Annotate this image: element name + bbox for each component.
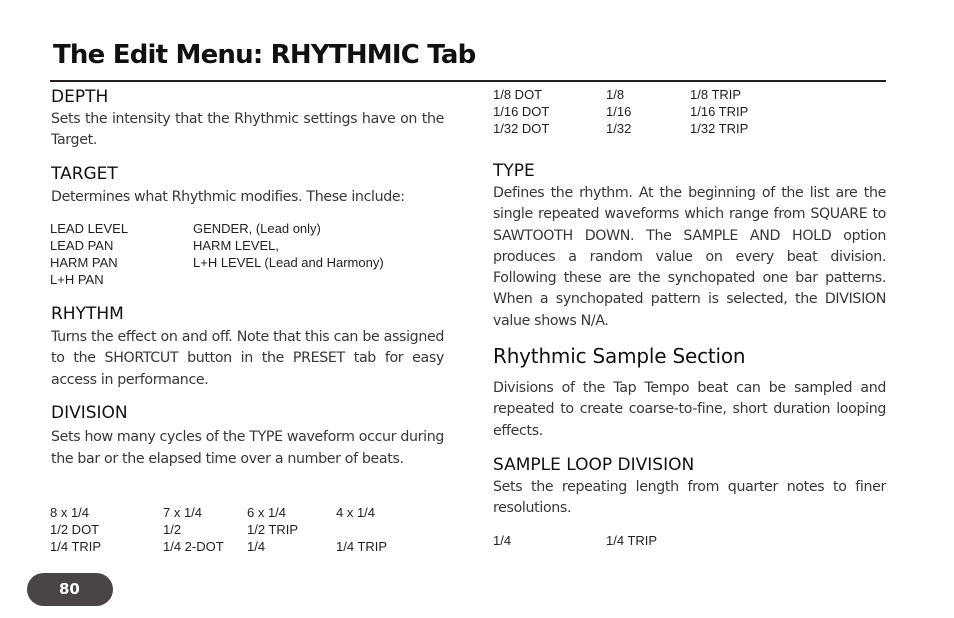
table-row (50, 538, 387, 555)
table-row (493, 86, 748, 103)
table-cell: 1/32 TRIP (690, 121, 749, 136)
table-cell: 1/4 2-DOT (163, 539, 224, 554)
target-heading: TARGET (51, 164, 118, 184)
table-cell: 7 x 1/4 (163, 505, 203, 520)
division-values-table-cont (493, 86, 748, 137)
rhythm-text: Turns the effect on and off. Note that this can be assigned to the SHORTCUT button in the PRESET tab for easy access in performance. (51, 329, 444, 388)
table-cell: GENDER, (Lead only) (193, 221, 321, 236)
table-cell: LEAD LEVEL (50, 221, 129, 236)
table-row (493, 532, 657, 549)
page-title: The Edit Menu: RHYTHMIC Tab (53, 40, 476, 70)
division-text: Sets how many cycles of the TYPE waveform occur during the bar or the elapsed time over a number of beats. (51, 429, 444, 467)
table-row (493, 120, 748, 137)
target-text: Determines what Rhythmic modifies. These include: (51, 189, 405, 205)
table-row (50, 521, 387, 538)
table-cell: 1/8 (606, 87, 625, 102)
table-cell: HARM LEVEL, (193, 238, 279, 253)
target-options-table (50, 220, 384, 288)
table-row (50, 237, 384, 254)
depth-heading: DEPTH (51, 87, 109, 107)
rhythm-heading: RHYTHM (51, 304, 124, 324)
table-cell: 1/4 TRIP (606, 533, 658, 548)
table-cell: 1/16 DOT (493, 104, 550, 119)
table-cell: 1/16 (606, 104, 632, 119)
title-rule (50, 80, 886, 82)
sample-loop-text: Sets the repeating length from quarter notes to finer resolutions. (493, 479, 886, 517)
table-cell: 6 x 1/4 (247, 505, 287, 520)
table-cell: 1/32 (606, 121, 632, 136)
table-row (50, 254, 384, 271)
depth-text: Sets the intensity that the Rhythmic settings have on the Target. (51, 111, 444, 149)
division-values-table (50, 504, 387, 555)
table-cell: L+H LEVEL (Lead and Harmony) (193, 255, 384, 270)
table-cell: 1/32 DOT (493, 121, 550, 136)
table-cell: 4 x 1/4 (336, 505, 376, 520)
sample-section-heading: Rhythmic Sample Section (493, 344, 746, 368)
table-cell: 1/4 (493, 533, 512, 548)
table-cell: 1/2 (163, 522, 182, 537)
table-cell: L+H PAN (50, 272, 104, 287)
table-cell: 1/16 TRIP (690, 104, 749, 119)
table-cell: 1/2 TRIP (247, 522, 299, 537)
type-heading: TYPE (493, 161, 535, 181)
page-number-badge: 80 (27, 573, 113, 606)
table-cell: HARM PAN (50, 255, 118, 270)
table-cell: 1/2 DOT (50, 522, 100, 537)
division-heading: DIVISION (51, 403, 128, 423)
table-cell: 1/8 DOT (493, 87, 543, 102)
table-cell: 1/4 TRIP (336, 539, 388, 554)
sample-loop-heading: SAMPLE LOOP DIVISION (493, 455, 695, 475)
table-cell: 8 x 1/4 (50, 505, 90, 520)
table-cell: 1/4 (247, 539, 266, 554)
type-text: Defines the rhythm. At the beginning of the list are the single repeated waveforms which range from SQUARE to SAWTOOTH DOWN. The SAMPLE AND HOLD option produces a random value on every beat division. Following these are the synchopated one bar patterns. When a synchopated pattern is selected, the DIVISION value shows N/A. (493, 185, 886, 329)
table-row (493, 103, 748, 120)
table-row (50, 504, 387, 521)
table-cell: 1/4 TRIP (50, 539, 102, 554)
sample-loop-values-table (493, 532, 657, 549)
table-row (50, 220, 384, 237)
table-row (50, 271, 384, 288)
table-cell: LEAD PAN (50, 238, 114, 253)
table-cell: 1/8 TRIP (690, 87, 742, 102)
sample-section-text: Divisions of the Tap Tempo beat can be sampled and repeated to create coarse-to-fine, short duration looping effects. (493, 380, 886, 439)
